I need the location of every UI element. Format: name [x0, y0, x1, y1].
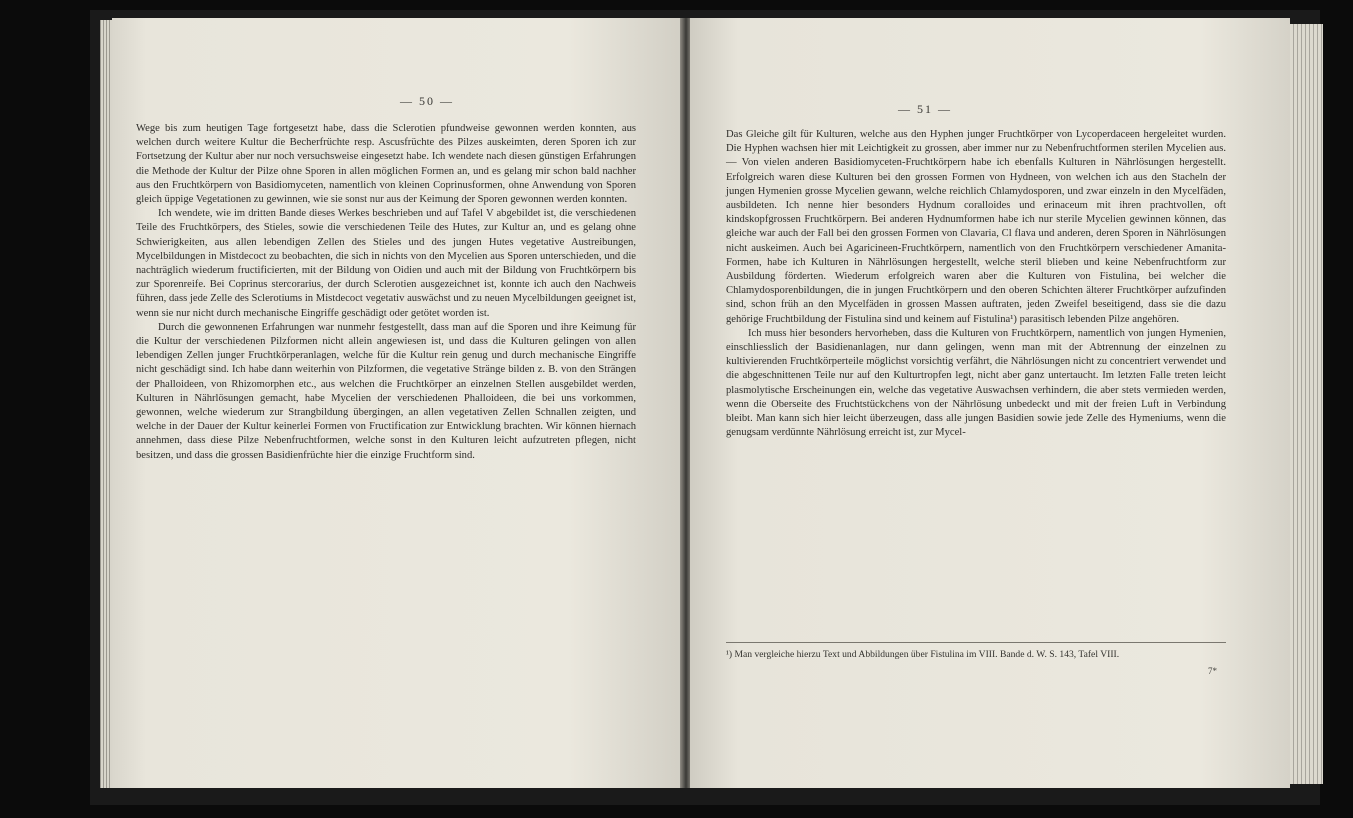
paragraph: Ich muss hier besonders hervorheben, dass die Kulturen von Fruchtkörpern, namentlich von jungen Hymenien, einschliesslich der Basidienanlagen, nur dann gelingen, wenn man mit der Abtrennung der einzelnen zu kultivierenden Fruchtkörperteile möglichst vorsichtig verfährt, die Nährlösungen nicht zu concentriert verwendet und die abgeschnittenen Teile nur auf den Kulturtropfen legt, nicht aber ganz untertaucht. Im letzten Falle treten leicht plasmolytische Erscheinungen ein, welche das vegetative Auswachsen verhindern, die aber stets vermieden werden, wenn die Oberseite des Fruchtstückchens von der Nährlösung unbedeckt und mit der freien Luft in Verbindung bleibt. Man kann sich hier leicht überzeugen, dass alle jungen Basidien sowie jede Zelle des Hymeniums, wenn die genugsam verdünnte Nährlösung erreicht ist, zur Mycel-	[726, 327, 1226, 439]
page-number-left: — 50 —	[400, 94, 454, 108]
left-page	[112, 18, 682, 788]
left-page-text	[136, 122, 636, 463]
paragraph: Durch die gewonnenen Erfahrungen war nunmehr festgestellt, dass man auf die Sporen und ihre Keimung für die Kultur der verschiedenen Pilzformen nicht allein angewiesen ist, und dass die Kulturen gelingen von allen lebendigen Zellen junger Fruchtkörperanlagen, welche für die Kultur rein genug und durch mechanische Eingriffe nicht geschädigt sind. Ich habe dann weiterhin von Pilzformen, die vegetative Stränge bilden z. B. von den Strängen der Phalloideen, von Rhizomorphen etc., aus welchen die Fruchtkörper an einzelnen Stellen ausgebildet werden, Kulturen in Nährlösungen gemacht, habe Mycelien der verschiedenen Phalloideen, die bei uns vorkommen, gewonnen, welche wiederum zur Strangbildung übergingen, an allen vegetativen Zellen Schnallen zeigten, und welche in der Dauer der Kultur keinerlei Formen von Fructification zur Entwicklung brachten. Wir können hiernach annehmen, dass diese Pilze Nebenfruchtformen, welche sonst in den Kulturen leicht aufzutreten pflegen, nicht besitzen, und dass die grossen Basidienfrüchte hier die einzige Fruchtform sind.	[136, 321, 636, 461]
page-number-right: — 51 —	[898, 102, 952, 116]
right-page-edges	[1285, 24, 1323, 784]
signature-mark: 7*	[1208, 666, 1217, 676]
paragraph: Das Gleiche gilt für Kulturen, welche aus den Hyphen junger Fruchtkörper von Lycoperdaceen hergeleitet wurden. Die Hyphen wachsen hier mit Leichtigkeit zu grossen, aber immer nur zu Nebenfruchtformen sterilen Mycelien aus. — Von vielen anderen Basidiomyceten-Fruchtkörpern habe ich ebenfalls Kulturen in Nährlösungen hergestellt. Erfolgreich waren diese Kulturen bei den grossen Formen von Hydneen, von welchen ich aus den Stacheln der jungen Hymenien grosse Mycelien gewann, welche reichlich Chlamydosporen, und zwar einzeln in den Mycelfäden, ausbildeten. Ich nenne hier besonders Hydnum coralloides und erinaceum mit ihren prachtvollen, oft kindskopfgrossen Fruchtkörpern. Bei anderen Hydnumformen habe ich nur sterile Mycelien gewinnen können, das gleiche war auch der Fall bei den grossen Formen von Clavaria, Cl flava und anderen, deren Sporen in Nährlösungen nicht auskeimen. Auch bei Agaricineen-Fruchtkörpern, namentlich von den Fruchtkörpern verschiedener Amanita-Formen, habe ich Kulturen in Nährlösungen hergestellt, welche steril blieben und keine Nebenfruchtform zur Ausbildung förderten. Wiederum erfolgreich waren aber die Kulturen von Fistulina, bei welcher die Chlamydosporenbildungen, die in jungen Fruchtkörpern und den oberen Schichten älterer Fruchtkörper aufzufinden sind, schon früh an den Mycelfäden in grossen Massen auftraten, jeden Zweifel beseitigend, dass sie die dazu gehörige Fruchtbildung der Fistulina sind und keinem auf Fistulina¹) parasitisch lebenden Pilze angehören.	[726, 129, 1226, 325]
paragraph: Ich wendete, wie im dritten Bande dieses Werkes beschrieben und auf Tafel V abgebildet ist, die verschiedenen Teile des Fruchtkörpers, des Stieles, sowie die verschiedenen Teile des Hutes, zur Kultur an, und es gelang ohne Schwierigkeiten, aus allen lebendigen Zellen des Stieles und des jungen Hutes vegetative Austreibungen, Mycelbildungen in Mistdecoct zu beobachten, die sich in nichts von den Mycelien aus Sporen unterschieden, und die nachträglich wiederum fructificierten, mit der Bildung von Oidien und auch mit der Bildung von Fruchtkörpern bis zur Sporenreife. Bei Coprinus stercorarius, der durch Sclerotien ausgezeichnet ist, konnte ich auch den Nachweis führen, dass jede Zelle des Sclerotiums in Mistdecoct vegetativ auswächst und zu neuen Mycelbildungen geeignet ist, wenn sie nur nicht durch mechanische Eingriffe geschädigt oder getötet worden ist.	[136, 208, 636, 319]
right-page	[690, 18, 1290, 788]
right-page-text	[726, 128, 1226, 440]
footnote: ¹) Man vergleiche hierzu Text und Abbildungen über Fistulina im VIII. Bande d. W. S. 143, Tafel VIII.	[726, 642, 1226, 662]
paragraph: Wege bis zum heutigen Tage fortgesetzt habe, dass die Sclerotien pfundweise gewonnen werden konnten, aus welchen durch weitere Kultur die Becherfrüchte resp. Ascusfrüchte des Pilzes auskeimten, deren Sporen ich zur Fortsetzung der Kultur aber nur noch versuchsweise eingesetzt habe. Ich wendete nach diesen günstigen Erfahrungen die Methode der Kultur der Pilze ohne Sporen in allen möglichen Formen an, und es gelang mir schon bald nachher aus den Fruchtkörpern von Basidiomyceten, namentlich von kleinen Coprinusformen, ohne Anwendung von Sporen gleich üppige Vegetationen zu gewinnen, wie sie sonst nur aus der Keimung der Sporen gewonnen werden konnten.	[136, 123, 636, 206]
